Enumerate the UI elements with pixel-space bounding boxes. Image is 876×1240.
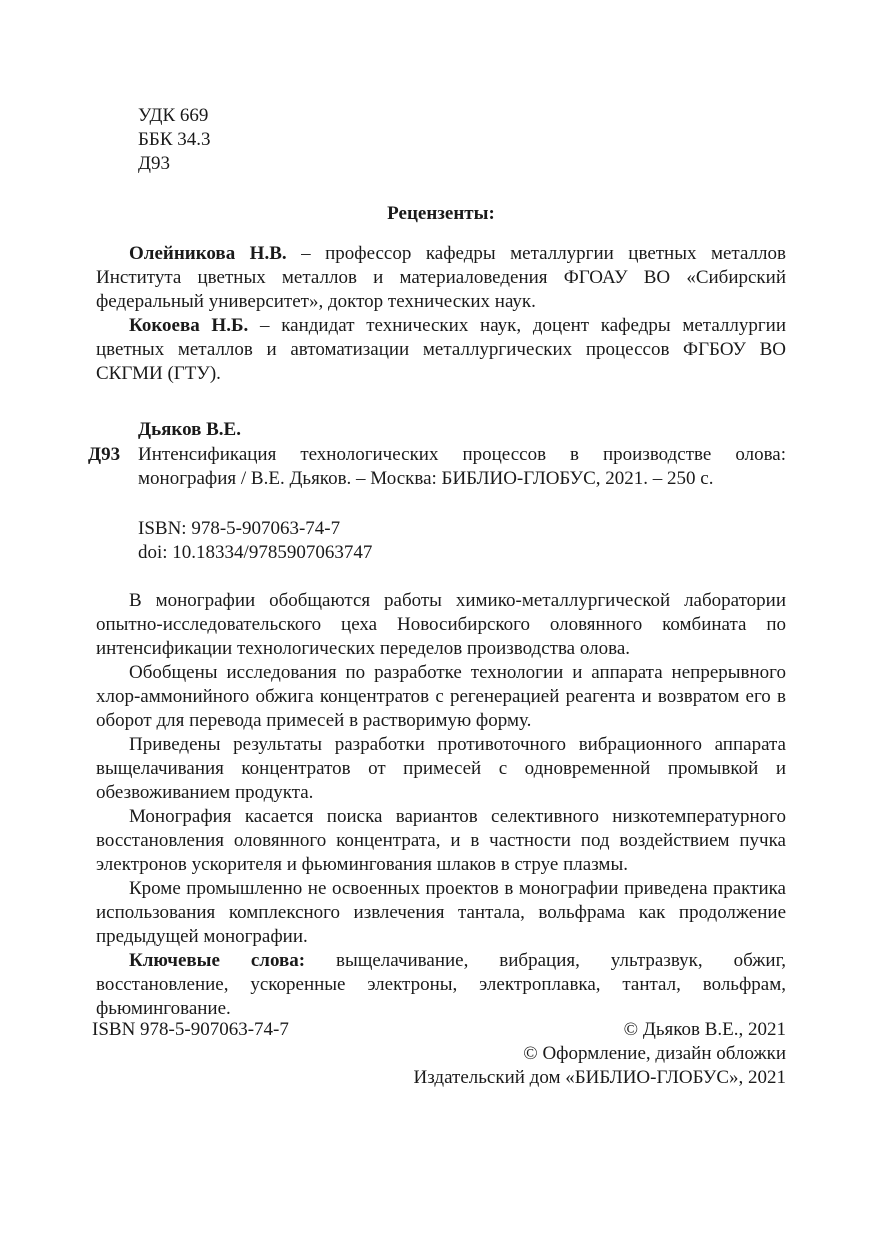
catalog-code: Д93 [88,444,121,465]
author-sign-code: Д93 [138,153,170,174]
identifiers-block [138,517,372,565]
abstract-paragraph: Обобщены исследования по разработке технологии и аппарата непрерывного хлор-аммонийного обжига концентратов с регенерацией реагента и возвратом его в оборот для перевода примесей в растворимую форму. [96,662,786,731]
publisher-line: Издательский дом «БИБЛИО-ГЛОБУС», 2021 [413,1067,786,1088]
copyright-design: © Оформление, дизайн обложки [523,1043,786,1064]
keywords-paragraph [96,949,786,1021]
abstract-paragraph: Приведены результаты разработки противоточного вибрационного аппарата выщелачивания концентратов от примесей с одновременной промывкой и обезвоживанием продукта. [96,734,786,803]
reviewer-description: – кандидат технических наук, доцент кафедры металлургии цветных металлов и автоматизации металлургических процессов ФГБОУ ВО СКГМИ (ГТУ). [96,315,787,384]
catalog-description: Интенсификация технологических процессов в производстве олова: монография / В.Е. Дьяков. – Москва: БИБЛИО-ГЛОБУС, 2021. – 250 с. [138,444,786,489]
reviewer-description: – профессор кафедры металлургии цветных металлов Института цветных металлов и материаловедения ФГОАУ ВО «Сибирский федеральный университет», доктор технических наук. [96,243,786,312]
reviewers-list [96,242,786,386]
reviewer-entry [96,242,786,314]
classification-block [138,104,211,176]
catalog-author: Дьяков В.Е. [138,419,241,440]
copyright-author: © Дьяков В.Е., 2021 [623,1019,786,1040]
abstract-block [96,589,786,1021]
udk-code: УДК 669 [138,105,209,126]
reviewers-heading: Рецензенты: [387,203,495,224]
abstract-paragraph: Монография касается поиска вариантов селективного низкотемпературного восстановления оловянного концентрата, и в частности под воздействием пучка электронов ускорителя и фьюмингования шлаков в струе плазмы. [96,806,786,875]
footer-copyright-block [414,1018,786,1090]
abstract-paragraph: Кроме промышленно не освоенных проектов в монографии приведена практика использования комплексного извлечения тантала, вольфрама как продолжение предыдущей монографии. [96,878,786,947]
keywords-list: выщелачивание, вибрация, ультразвук, обжиг, восстановление, ускоренные электроны, электроплавка, тантал, вольфрам, фьюмингование. [96,950,786,1019]
reviewer-entry [96,314,786,386]
keywords-label: Ключевые слова: [129,950,306,971]
doi-line: doi: 10.18334/9785907063747 [138,542,373,563]
footer-isbn: ISBN 978-5-907063-74-7 [92,1019,289,1040]
reviewer-name: Кокоева Н.Б. [129,315,249,336]
isbn-line: ISBN: 978-5-907063-74-7 [138,518,341,539]
reviewer-name: Олейникова Н.В. [129,243,287,264]
abstract-paragraph: В монографии обобщаются работы химико-металлургической лаборатории опытно-исследовательского цеха Новосибирского оловянного комбината по интенсификации технологических переделов производства олова. [96,590,786,659]
bbk-code: ББК 34.3 [138,129,211,150]
